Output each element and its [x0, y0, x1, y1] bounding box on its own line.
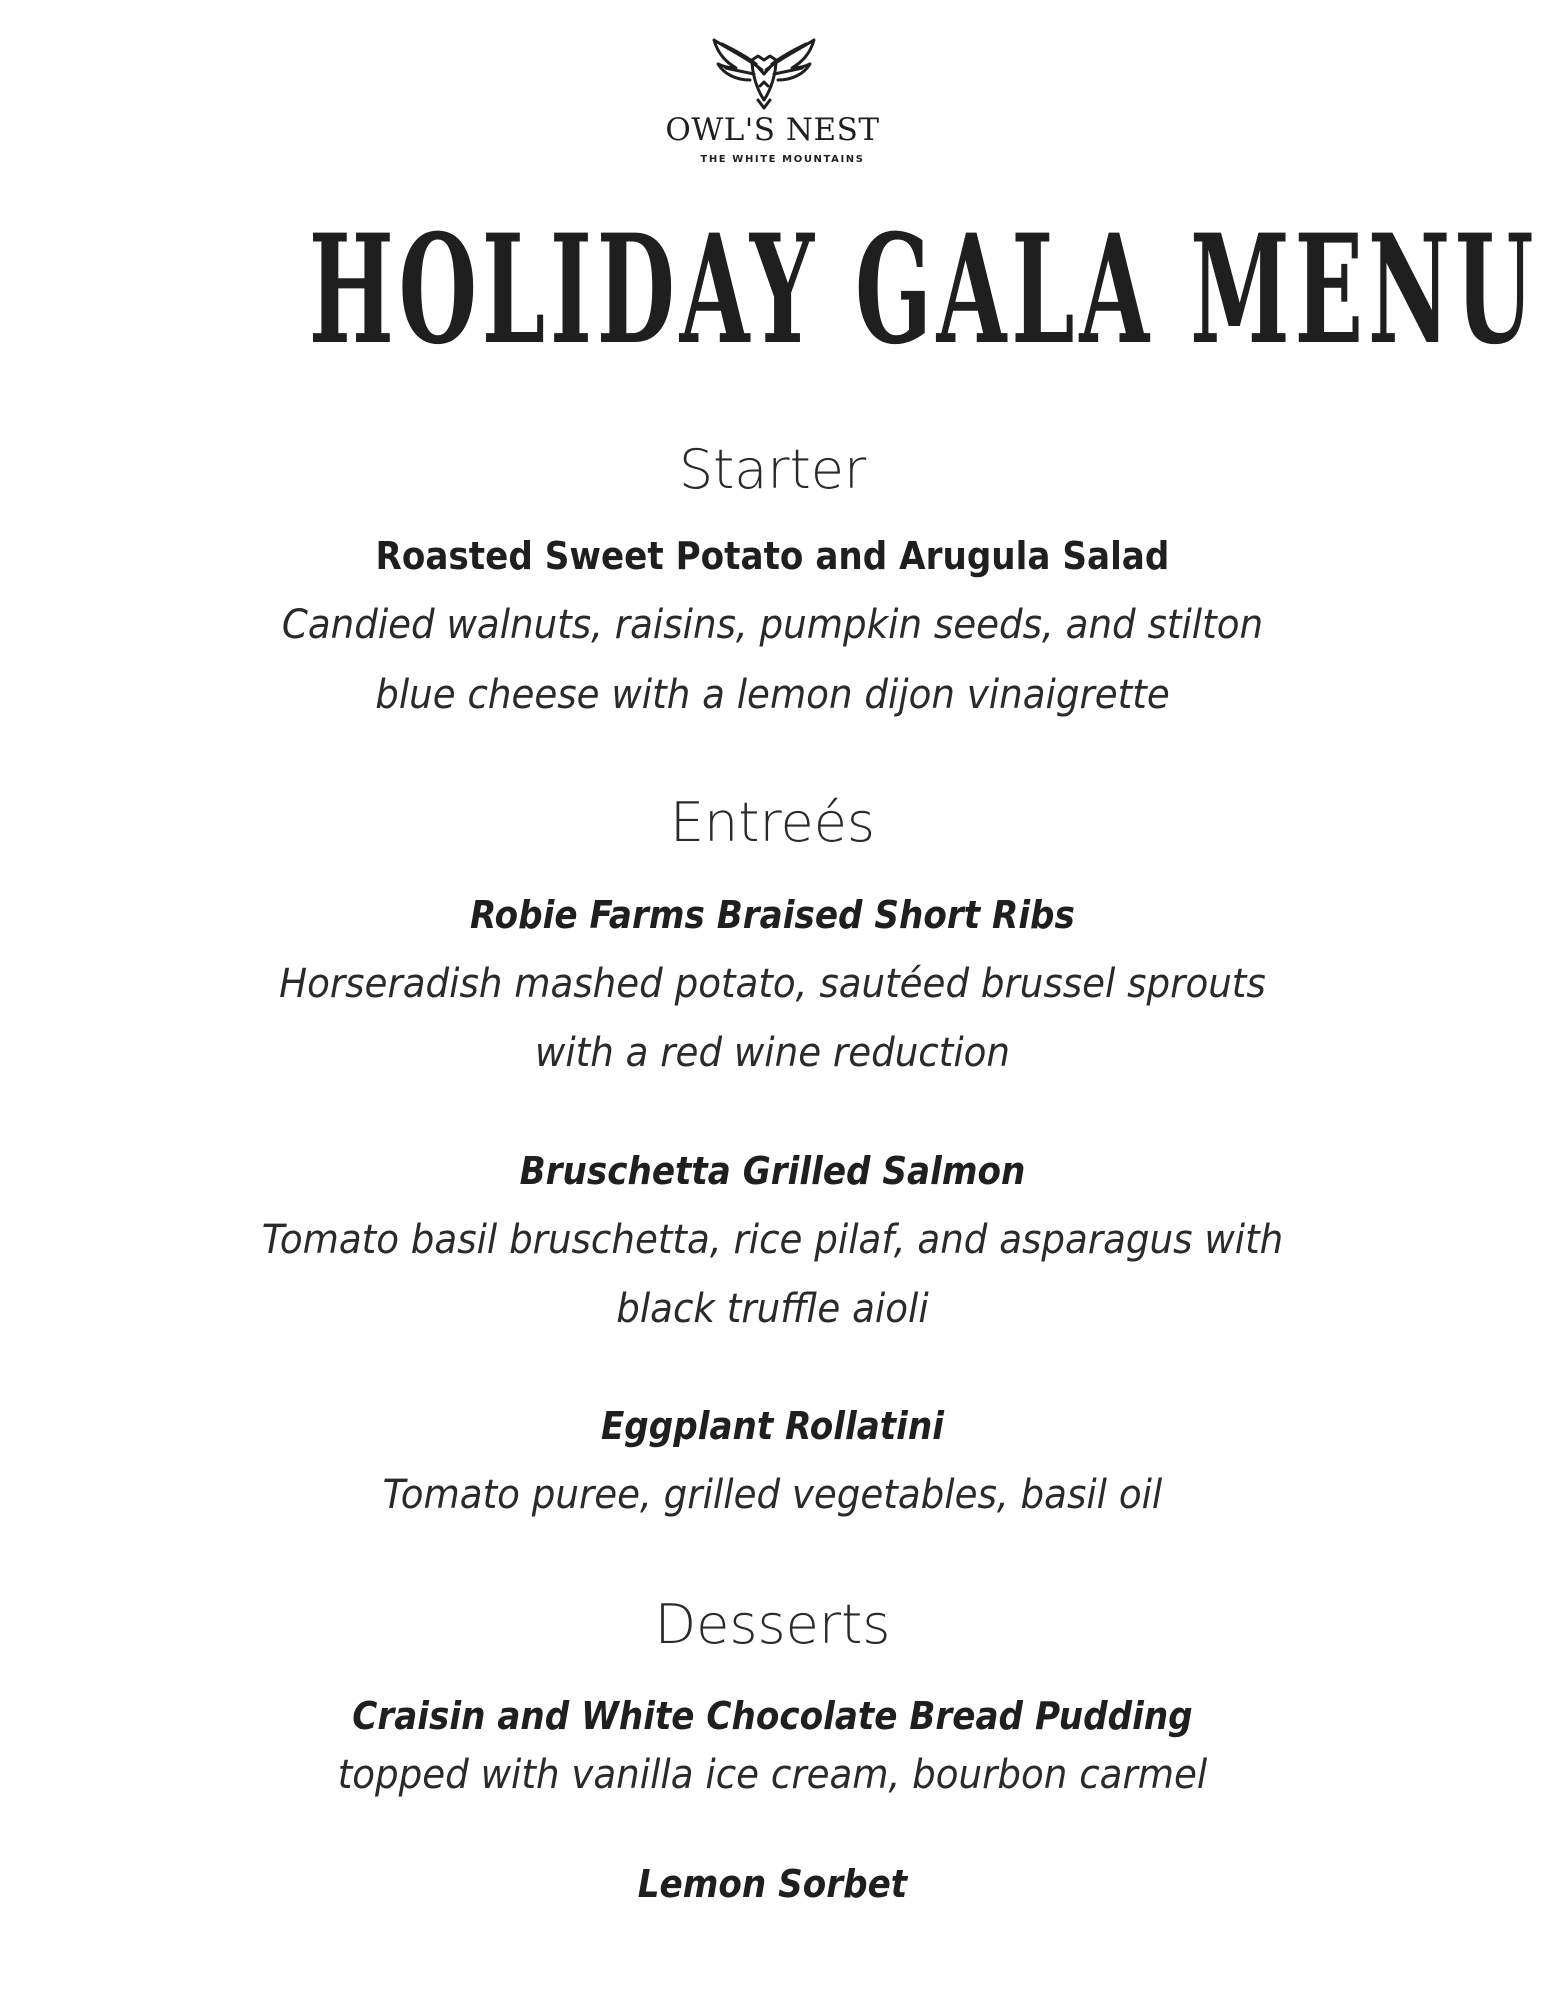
dish-name-short-ribs: Robie Farms Braised Short Ribs — [470, 893, 1075, 937]
dish-desc-salmon-line2: black truffle aioli — [616, 1286, 929, 1332]
dish-desc-short-ribs-line2: with a red wine reduction — [534, 1030, 1011, 1076]
dish-name-salad: Roasted Sweet Potato and Arugula Salad — [375, 534, 1170, 578]
section-heading-desserts: Desserts — [654, 1593, 891, 1656]
section-heading-starter: Starter — [678, 438, 867, 501]
dish-name-salmon: Bruschetta Grilled Salmon — [519, 1149, 1026, 1193]
dish-name-lemon-sorbet: Lemon Sorbet — [637, 1862, 908, 1906]
dish-name-eggplant: Eggplant Rollatini — [600, 1404, 944, 1448]
menu-title: HOLIDAY GALA MENU — [308, 202, 1539, 378]
dish-desc-salmon-line1: Tomato basil bruschetta, rice pilaf, and asparagus with — [261, 1217, 1284, 1263]
dish-name-bread-pudding: Craisin and White Chocolate Bread Pudding — [352, 1694, 1193, 1738]
section-heading-entrees: Entreés — [669, 791, 876, 854]
dish-desc-salad-line2: blue cheese with a lemon dijon vinaigrette — [375, 672, 1170, 718]
dish-desc-salad-line1: Candied walnuts, raisins, pumpkin seeds, and stilton — [281, 602, 1264, 648]
dish-desc-bread-pudding-line1: topped with vanilla ice cream, bourbon carmel — [337, 1752, 1208, 1798]
dish-desc-eggplant-line1: Tomato puree, grilled vegetables, basil oil — [382, 1472, 1163, 1518]
brand-name: OWL'S NEST — [665, 112, 880, 148]
owl-icon — [710, 30, 818, 110]
dish-desc-short-ribs-line1: Horseradish mashed potato, sautéed brussel sprouts — [279, 961, 1266, 1007]
brand-tagline: THE WHITE MOUNTAINS — [700, 154, 865, 165]
